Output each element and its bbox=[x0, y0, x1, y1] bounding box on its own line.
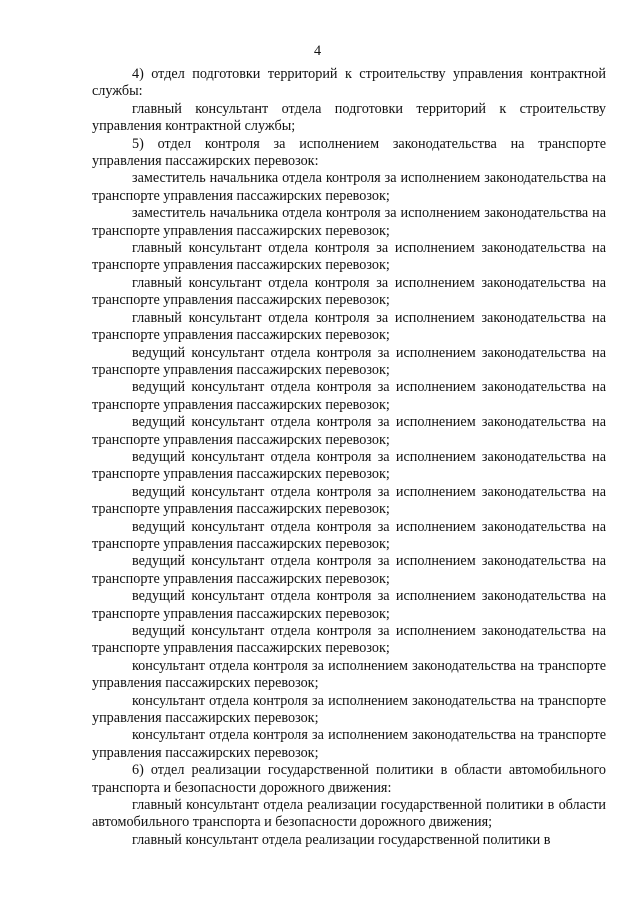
paragraph: ведущий консультант отдела контроля за исполнением законодательства на транспорте управления пассажирских перевозок; bbox=[92, 518, 606, 552]
paragraph: ведущий консультант отдела контроля за исполнением законодательства на транспорте управления пассажирских перевозок; bbox=[92, 588, 606, 622]
document-body bbox=[92, 66, 606, 849]
paragraph: главный консультант отдела контроля за исполнением законодательства на транспорте управления пассажирских перевозок; bbox=[92, 309, 606, 344]
paragraph: ведущий консультант отдела контроля за исполнением законодательства на транспорте управления пассажирских перевозок; bbox=[92, 344, 606, 378]
page-number: 4 bbox=[313, 43, 322, 59]
paragraph: ведущий консультант отдела контроля за исполнением законодательства на транспорте управления пассажирских перевозок; bbox=[92, 623, 606, 657]
paragraph: заместитель начальника отдела контроля за исполнением законодательства на транспорте управления пассажирских перевозок; bbox=[92, 205, 606, 239]
paragraph: ведущий консультант отдела контроля за исполнением законодательства на транспорте управления пассажирских перевозок; bbox=[92, 379, 606, 413]
paragraph: главный консультант отдела контроля за исполнением законодательства на транспорте управления пассажирских перевозок; bbox=[92, 240, 606, 274]
paragraph: главный консультант отдела реализации государственной политики в bbox=[132, 831, 551, 848]
paragraph: заместитель начальника отдела контроля за исполнением законодательства на транспорте управления пассажирских перевозок; bbox=[92, 170, 606, 204]
paragraph: ведущий консультант отдела контроля за исполнением законодательства на транспорте управления пассажирских перевозок; bbox=[92, 414, 606, 448]
paragraph: консультант отдела контроля за исполнением законодательства на транспорте управления пассажирских перевозок; bbox=[92, 657, 606, 692]
paragraph: главный консультант отдела реализации государственной политики в области автомобильного транспорта и безопасности дорожного движения; bbox=[92, 797, 606, 831]
paragraph: ведущий консультант отдела контроля за исполнением законодательства на транспорте управления пассажирских перевозок; bbox=[92, 448, 606, 483]
paragraph: 6) отдел реализации государственной политики в области автомобильного транспорта и безопасности дорожного движения: bbox=[92, 762, 606, 796]
paragraph: 5) отдел контроля за исполнением законодательства на транспорте управления пассажирских перевозок: bbox=[92, 135, 606, 170]
paragraph: консультант отдела контроля за исполнением законодательства на транспорте управления пассажирских перевозок; bbox=[92, 692, 606, 727]
paragraph: ведущий консультант отдела контроля за исполнением законодательства на транспорте управления пассажирских перевозок; bbox=[92, 483, 606, 518]
paragraph: 4) отдел подготовки территорий к строительству управления контрактной службы: bbox=[92, 66, 606, 100]
paragraph: главный консультант отдела подготовки территорий к строительству управления контрактной службы; bbox=[92, 100, 606, 135]
paragraph: главный консультант отдела контроля за исполнением законодательства на транспорте управления пассажирских перевозок; bbox=[92, 274, 606, 309]
paragraph: ведущий консультант отдела контроля за исполнением законодательства на транспорте управления пассажирских перевозок; bbox=[92, 553, 606, 587]
paragraph: консультант отдела контроля за исполнением законодательства на транспорте управления пассажирских перевозок; bbox=[92, 727, 606, 761]
